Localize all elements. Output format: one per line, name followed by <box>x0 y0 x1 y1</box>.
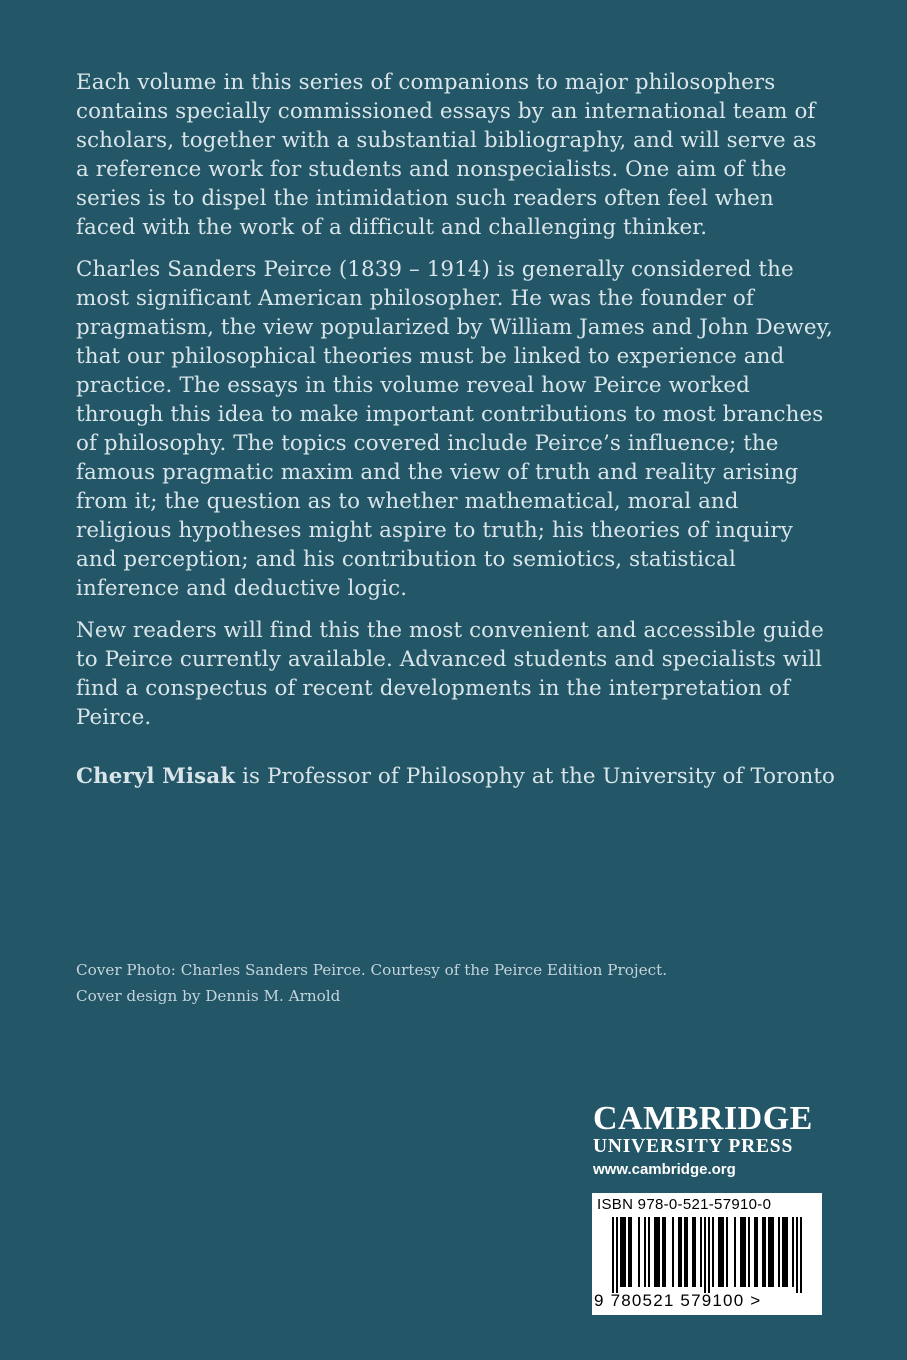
isbn-barcode <box>592 1193 822 1315</box>
barcode-bar <box>684 1217 686 1287</box>
publisher-logo <box>593 1102 823 1180</box>
barcode-bar <box>686 1217 688 1287</box>
barcode-digits: 9 780521 579100 > <box>594 1291 762 1310</box>
barcode-bars <box>596 1217 818 1293</box>
cover-credits <box>76 957 667 1009</box>
barcode-bar <box>762 1217 764 1287</box>
barcode-bar <box>792 1217 794 1287</box>
barcode-bar <box>620 1217 622 1287</box>
author-description: is Professor of Philosophy at the University of Toronto <box>235 764 835 789</box>
barcode-bar <box>664 1217 666 1287</box>
cover-design-credit: Cover design by Dennis M. Arnold <box>76 987 341 1005</box>
barcode-bar <box>744 1217 746 1287</box>
barcode-bar <box>708 1217 710 1293</box>
barcode-bar <box>756 1217 758 1287</box>
blurb-paragraph-peirce: Charles Sanders Peirce (1839 – 1914) is generally considered the most significant American philosopher. He was the founder of pragmatism, the view popularized by William James and John Dewey, that our philosophical theories must be linked to experience and practice. The essays in this volume reveal how Peirce worked through this idea to make important contributions to most branches of philosophy. The topics covered include Peirce’s influence; the famous pragmatic maxim and the view of truth and reality arising from it; the question as to whether mathematical, moral and religious hypotheses might aspire to truth; his theories of inquiry and perception; and his contribution to semiotics, statistical inference and deductive logic. <box>76 257 833 601</box>
barcode-bar <box>786 1217 788 1287</box>
barcode-bar <box>662 1217 664 1287</box>
barcode-bar <box>764 1217 766 1287</box>
isbn-label: ISBN 978-0-521-57910-0 <box>597 1196 772 1213</box>
barcode-bar <box>692 1217 694 1287</box>
barcode-bar <box>658 1217 660 1287</box>
barcode-bar <box>772 1217 774 1287</box>
barcode-bar <box>784 1217 786 1287</box>
barcode-bar <box>624 1217 626 1287</box>
barcode-bar <box>648 1217 650 1287</box>
barcode-bar <box>644 1217 646 1287</box>
author-name: Cheryl Misak <box>76 764 236 789</box>
barcode-bar <box>734 1217 736 1287</box>
publisher-name: CAMBRIDGE <box>593 1100 813 1137</box>
barcode-bar <box>800 1217 802 1293</box>
barcode-bar <box>718 1217 720 1287</box>
barcode-bar <box>616 1217 618 1293</box>
barcode-bar <box>796 1217 798 1293</box>
barcode-bar <box>672 1217 674 1287</box>
cover-photo-credit: Cover Photo: Charles Sanders Peirce. Courtesy of the Peirce Edition Project. <box>76 961 668 979</box>
barcode-bar <box>778 1217 780 1287</box>
barcode-bar <box>700 1217 702 1287</box>
barcode-bar <box>656 1217 658 1287</box>
blurb-paragraph-readers: New readers will find this the most convenient and accessible guide to Peirce currently available. Advanced students and specialists will find a conspectus of recent developments in the interpretation of Peirce. <box>76 618 824 730</box>
barcode-bar <box>680 1217 682 1287</box>
barcode-bar <box>612 1217 614 1293</box>
publisher-subname: UNIVERSITY PRESS <box>593 1136 794 1157</box>
barcode-bar <box>712 1217 714 1287</box>
barcode-bar <box>654 1217 656 1287</box>
barcode-bar <box>722 1217 724 1287</box>
barcode-bar <box>628 1217 630 1287</box>
barcode-bar <box>770 1217 772 1287</box>
barcode-bar <box>630 1217 632 1287</box>
barcode-bar <box>638 1217 640 1287</box>
barcode-bar <box>748 1217 750 1287</box>
barcode-bar <box>726 1217 728 1287</box>
barcode-bar <box>678 1217 680 1287</box>
barcode-bar <box>768 1217 770 1287</box>
blurb-paragraph-series: Each volume in this series of companions to major philosophers contains specially commissioned essays by an international team of scholars, together with a substantial bibliography, and will serve as a reference work for students and nonspecialists. One aim of the series is to dispel the intimidation such readers often feel when faced with the work of a difficult and challenging thinker. <box>76 70 817 240</box>
barcode-bar <box>622 1217 624 1287</box>
barcode-bar <box>694 1217 696 1287</box>
barcode-bar <box>720 1217 722 1287</box>
barcode-bar <box>740 1217 742 1287</box>
barcode-bar <box>782 1217 784 1287</box>
barcode-bar <box>704 1217 706 1293</box>
author-bio <box>76 762 836 791</box>
publisher-url: www.cambridge.org <box>593 1161 736 1178</box>
barcode-bar <box>754 1217 756 1287</box>
back-cover-blurb <box>76 68 836 804</box>
barcode-bar <box>742 1217 744 1287</box>
